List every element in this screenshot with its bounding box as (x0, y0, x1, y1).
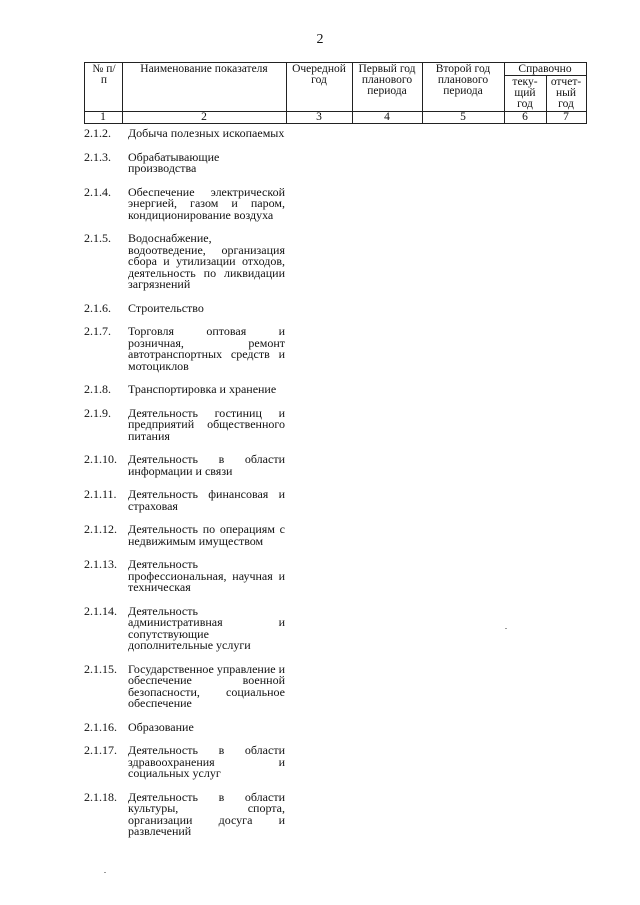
row-name: Добыча полезных ископаемых (128, 126, 285, 140)
table-row (84, 184, 294, 222)
table-row (84, 489, 294, 512)
row-code: 2.1.9. (84, 405, 111, 420)
page-number: 2 (316, 32, 324, 47)
row-name: Строительство (128, 300, 204, 315)
scan-speck (505, 628, 507, 629)
row-code: 2.1.2. (84, 126, 111, 140)
row-code: 2.1.15. (84, 661, 117, 676)
table-row (84, 789, 294, 838)
header-first-plan-year-label: Первый год планового периода (358, 63, 416, 97)
indicator-list (84, 128, 294, 850)
row-name: Деятельность профессиональная, научная и техническая (128, 557, 285, 594)
row-code: 2.1.3. (84, 149, 111, 164)
col-divider (586, 62, 587, 124)
column-number: 1 (100, 111, 106, 123)
column-number: 5 (460, 111, 466, 123)
row-name: Торговля оптовая и розничная, ремонт автотранспортных средств и мотоциклов (128, 324, 285, 373)
column-number: 3 (316, 111, 322, 123)
row-code: 2.1.5. (84, 231, 111, 245)
row-name: Деятельность в области культуры, спорта, организации досуга и развлечений (128, 789, 285, 838)
row-code: 2.1.6. (84, 300, 111, 315)
row-code: 2.1.17. (84, 743, 117, 757)
row-code: 2.1.12. (84, 522, 117, 536)
header-reference-label: Справочно (518, 63, 572, 75)
header-next-year-label: Очередной год (292, 63, 346, 86)
table-row (84, 559, 294, 594)
row-name: Обеспечение электрической энергией, газом и паром, кондиционирование воздуха (128, 184, 285, 222)
row-name: Государственное управление и обеспечение военной безопасности, социальное обеспечение (128, 661, 285, 710)
row-code: 2.1.4. (84, 184, 111, 199)
column-number: 7 (563, 111, 569, 123)
column-number: 6 (522, 111, 528, 123)
row-name: Деятельность в области информации и связи (128, 452, 285, 478)
table-row (84, 326, 294, 372)
row-name: Деятельность в области здравоохранения и социальных услуг (128, 743, 285, 780)
row-name: Образование (128, 719, 194, 734)
row-code: 2.1.16. (84, 719, 117, 734)
table-row (84, 405, 294, 443)
table-row (84, 233, 294, 291)
table-row (84, 300, 294, 315)
table-row (84, 128, 294, 140)
row-code: 2.1.13. (84, 557, 117, 571)
header-number-label: № п/п (92, 63, 116, 86)
numbers-bottom-rule (84, 123, 586, 124)
table-row (84, 745, 294, 780)
header-indicator-label: Наименование показателя (140, 63, 268, 75)
row-name: Деятельность гостиниц и предприятий общественного питания (128, 405, 285, 443)
row-name: Водоснабжение, водоотведение, организация сбора и утилизации отходов, деятельность по ликвидации загрязнений (128, 231, 285, 291)
row-name: Транспортировка и хранение (128, 382, 277, 396)
table-row (84, 524, 294, 547)
table-row (84, 384, 294, 396)
row-name: Обрабатывающие производства (128, 149, 220, 175)
table-row (84, 454, 294, 477)
table-header (84, 62, 586, 124)
row-code: 2.1.18. (84, 789, 117, 804)
row-name: Деятельность финансовая и страховая (128, 487, 285, 513)
table-row (84, 719, 294, 734)
column-number: 2 (201, 111, 207, 123)
row-name: Деятельность по операциям с недвижимым имуществом (128, 522, 285, 548)
row-name: Деятельность административная и сопутствующие дополнительные услуги (128, 603, 285, 652)
row-code: 2.1.10. (84, 452, 117, 466)
table-row (84, 661, 294, 710)
row-code: 2.1.8. (84, 382, 111, 396)
row-code: 2.1.7. (84, 324, 111, 338)
scan-speck (104, 872, 106, 873)
header-current-year-label: теку-щий год (512, 76, 538, 110)
table-row (84, 149, 294, 175)
row-code: 2.1.11. (84, 487, 117, 501)
header-second-plan-year-label: Второй год планового периода (435, 63, 491, 97)
header-reporting-year-label: отчет-ный год (550, 76, 582, 110)
row-code: 2.1.14. (84, 603, 117, 618)
column-number: 4 (384, 111, 390, 123)
table-row (84, 603, 294, 652)
